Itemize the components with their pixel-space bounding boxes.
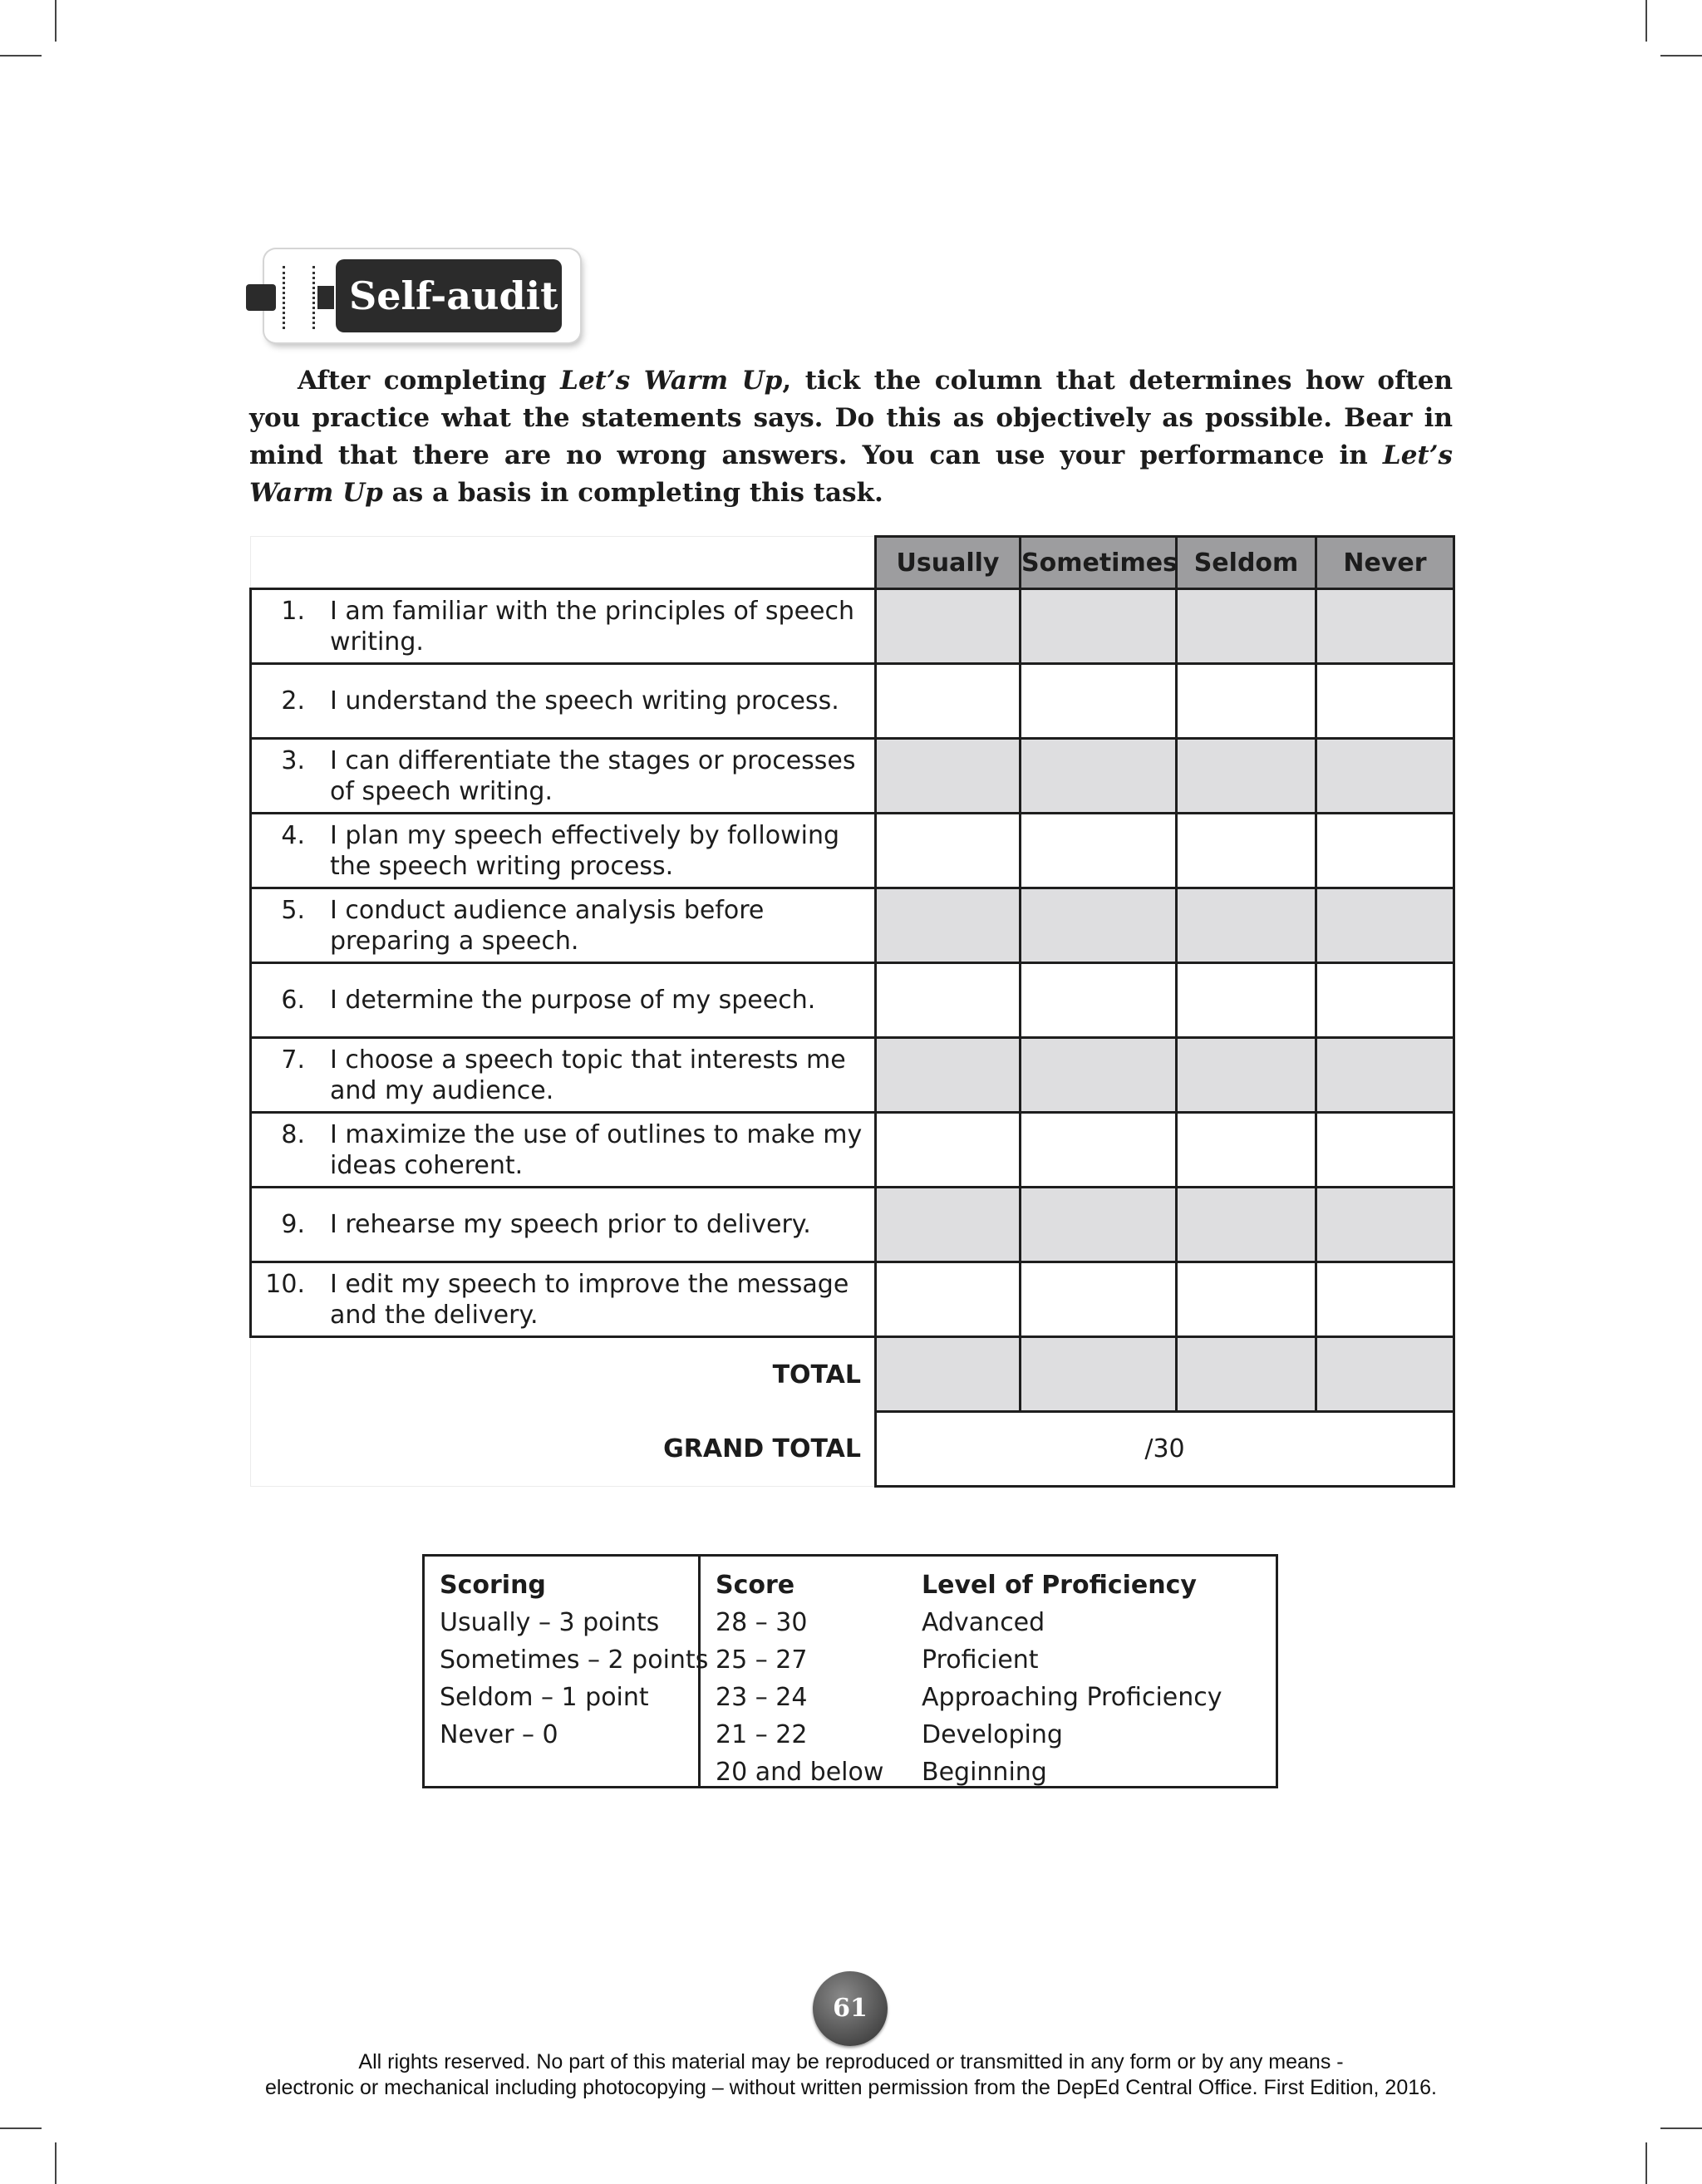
tick-cell-sometimes[interactable] <box>1021 589 1177 664</box>
statement-number: 2. <box>281 686 305 716</box>
tick-cell-sometimes[interactable] <box>1021 1188 1177 1262</box>
proficiency-level: Proficient <box>922 1645 1039 1675</box>
statement <box>252 742 874 810</box>
total-usually-cell[interactable] <box>876 1337 1021 1412</box>
statement-row <box>251 1113 1454 1188</box>
intro-text: After completing <box>298 366 561 396</box>
statement-row <box>251 1188 1454 1262</box>
tick-cell-usually[interactable] <box>876 814 1021 888</box>
tick-cell-usually[interactable] <box>876 1188 1021 1262</box>
score-range: 25 – 27 <box>716 1645 808 1675</box>
section-badge <box>264 249 580 342</box>
section-title: Self-audit <box>336 259 562 332</box>
scoring-table <box>422 1554 1278 1788</box>
tick-cell-seldom[interactable] <box>1177 1188 1316 1262</box>
instructions-paragraph <box>249 362 1453 512</box>
tick-cell-never[interactable] <box>1316 888 1454 963</box>
statement-text: I edit my speech to improve the message and the delivery. <box>330 1269 849 1330</box>
statement-cell <box>251 664 876 739</box>
score-range: 21 – 22 <box>716 1720 808 1749</box>
statement-text: I conduct audience analysis before preparing a speech. <box>330 895 765 956</box>
statement-text: I plan my speech effectively by following the speech writing process. <box>330 820 840 881</box>
tick-cell-seldom[interactable] <box>1177 739 1316 814</box>
statement-text: I understand the speech writing process. <box>330 686 839 716</box>
scoring-item: Sometimes – 2 points <box>440 1645 709 1675</box>
statement-cell <box>251 888 876 963</box>
crop-mark <box>1645 0 1647 42</box>
grand-total-cell[interactable]: /30 <box>876 1412 1454 1487</box>
footer-line: electronic or mechanical including photocopying – without written permission from the DepEd Central Office. First Edition, 2016. <box>265 2076 1437 2099</box>
page-number: 61 <box>833 1994 868 2023</box>
badge-tab <box>246 284 276 311</box>
statement-row <box>251 1038 1454 1113</box>
statement-number: 1. <box>281 596 305 626</box>
statement <box>252 1041 874 1109</box>
statement-text: I maximize the use of outlines to make my ideas coherent. <box>330 1119 863 1180</box>
total-seldom-cell[interactable] <box>1177 1337 1316 1412</box>
total-sometimes-cell[interactable] <box>1021 1337 1177 1412</box>
scoring-item: Never – 0 <box>440 1720 558 1749</box>
tick-cell-seldom[interactable] <box>1177 1113 1316 1188</box>
statement-number: 5. <box>281 895 305 925</box>
tick-cell-never[interactable] <box>1316 664 1454 739</box>
badge-perforation <box>312 266 315 329</box>
statement <box>252 1206 874 1243</box>
statement-number: 4. <box>281 820 305 850</box>
tick-cell-never[interactable] <box>1316 739 1454 814</box>
score-range: 20 and below <box>716 1758 884 1787</box>
page-number-badge <box>813 1971 888 2046</box>
tick-cell-seldom[interactable] <box>1177 1262 1316 1337</box>
statement-number: 9. <box>281 1210 305 1239</box>
tick-cell-usually[interactable] <box>876 1038 1021 1113</box>
score-range: 23 – 24 <box>716 1683 808 1712</box>
scoring-column <box>425 1557 709 1786</box>
total-label: TOTAL <box>251 1337 876 1412</box>
statement-row <box>251 1262 1454 1337</box>
tick-cell-never[interactable] <box>1316 1262 1454 1337</box>
statement-row <box>251 888 1454 963</box>
tick-cell-sometimes[interactable] <box>1021 1262 1177 1337</box>
statement <box>252 981 874 1019</box>
tick-cell-sometimes[interactable] <box>1021 963 1177 1038</box>
intro-emphasis: Let’s Warm Up <box>560 366 783 396</box>
tick-cell-seldom[interactable] <box>1177 664 1316 739</box>
badge-perforation <box>283 266 285 329</box>
tick-cell-usually[interactable] <box>876 589 1021 664</box>
statement <box>252 817 874 885</box>
tick-cell-never[interactable] <box>1316 589 1454 664</box>
crop-mark <box>1660 55 1702 57</box>
statement-text: I rehearse my speech prior to delivery. <box>330 1210 811 1239</box>
badge-connector <box>317 286 334 309</box>
proficiency-level: Developing <box>922 1720 1063 1749</box>
statement-row <box>251 814 1454 888</box>
intro-text: as a basis in completing this task. <box>382 478 883 508</box>
proficiency-level: Beginning <box>922 1758 1047 1787</box>
score-column <box>716 1567 915 1791</box>
score-header: Score <box>716 1571 795 1600</box>
score-range: 28 – 30 <box>716 1608 808 1637</box>
tick-cell-sometimes[interactable] <box>1021 664 1177 739</box>
self-audit-table <box>249 535 1455 1488</box>
statement <box>252 593 874 661</box>
tick-cell-never[interactable] <box>1316 1113 1454 1188</box>
header-seldom: Seldom <box>1177 537 1316 589</box>
statement-cell <box>251 1188 876 1262</box>
statement-cell <box>251 963 876 1038</box>
statement-number: 8. <box>281 1119 305 1149</box>
proficiency-column <box>922 1567 1271 1791</box>
tick-cell-usually[interactable] <box>876 1262 1021 1337</box>
grand-total-row <box>251 1412 1454 1487</box>
intro-emphasis: Let’s Warm Up <box>249 440 1453 508</box>
statement-cell <box>251 1038 876 1113</box>
crop-mark <box>0 2127 42 2129</box>
tick-cell-sometimes[interactable] <box>1021 739 1177 814</box>
total-never-cell[interactable] <box>1316 1337 1454 1412</box>
statement-row <box>251 589 1454 664</box>
tick-cell-seldom[interactable] <box>1177 888 1316 963</box>
statement-text: I can differentiate the stages or processes of speech writing. <box>330 745 856 806</box>
statement <box>252 892 874 960</box>
proficiency-level: Advanced <box>922 1608 1045 1637</box>
crop-mark <box>55 0 57 42</box>
tick-cell-never[interactable] <box>1316 814 1454 888</box>
tick-cell-seldom[interactable] <box>1177 589 1316 664</box>
statement <box>252 1116 874 1184</box>
tick-cell-usually[interactable] <box>876 1113 1021 1188</box>
scoring-item: Usually – 3 points <box>440 1608 660 1637</box>
tick-cell-never[interactable] <box>1316 1038 1454 1113</box>
tick-cell-sometimes[interactable] <box>1021 1038 1177 1113</box>
tick-cell-sometimes[interactable] <box>1021 888 1177 963</box>
proficiency-header: Level of Proficiency <box>922 1571 1197 1600</box>
statement-row <box>251 963 1454 1038</box>
tick-cell-usually[interactable] <box>876 888 1021 963</box>
statement-number: 10. <box>265 1269 305 1299</box>
intro-text: , tick the column that determines how often you practice what the statements says. Do this as objectively as possible. Bear in mind that there are no wrong answers. You can use your performance in <box>249 366 1453 470</box>
header-never: Never <box>1316 537 1454 589</box>
statement-text: I choose a speech topic that interests me and my audience. <box>330 1045 846 1105</box>
scoring-item: Seldom – 1 point <box>440 1683 649 1712</box>
statement-number: 7. <box>281 1045 305 1075</box>
crop-mark <box>0 55 42 57</box>
statement <box>252 1266 874 1334</box>
proficiency-level: Approaching Proficiency <box>922 1683 1222 1712</box>
tick-cell-usually[interactable] <box>876 739 1021 814</box>
tick-cell-seldom[interactable] <box>1177 963 1316 1038</box>
header-sometimes: Sometimes <box>1021 537 1177 589</box>
statement-cell <box>251 1262 876 1337</box>
scoring-header: Scoring <box>440 1571 546 1600</box>
statement-cell <box>251 814 876 888</box>
tick-cell-never[interactable] <box>1316 1188 1454 1262</box>
crop-mark <box>1660 2127 1702 2129</box>
total-row <box>251 1337 1454 1412</box>
statement-row <box>251 664 1454 739</box>
tick-cell-usually[interactable] <box>876 963 1021 1038</box>
tick-cell-usually[interactable] <box>876 664 1021 739</box>
tick-cell-never[interactable] <box>1316 963 1454 1038</box>
tick-cell-seldom[interactable] <box>1177 1038 1316 1113</box>
statement-cell <box>251 589 876 664</box>
statement-number: 3. <box>281 745 305 775</box>
header-blank <box>251 537 876 589</box>
grand-total-label: GRAND TOTAL <box>251 1412 876 1487</box>
crop-mark <box>55 2142 57 2184</box>
statement-row <box>251 739 1454 814</box>
tick-cell-sometimes[interactable] <box>1021 1113 1177 1188</box>
statement-cell <box>251 1113 876 1188</box>
statement-number: 6. <box>281 986 305 1015</box>
header-row <box>251 537 1454 589</box>
statement-text: I am familiar with the principles of speech writing. <box>330 596 855 657</box>
header-usually: Usually <box>876 537 1021 589</box>
footer-line: All rights reserved. No part of this material may be reproduced or transmitted in any form or by any means - <box>358 2050 1344 2073</box>
crop-mark <box>1645 2142 1647 2184</box>
statement <box>252 682 874 720</box>
tick-cell-sometimes[interactable] <box>1021 814 1177 888</box>
tick-cell-seldom[interactable] <box>1177 814 1316 888</box>
copyright-footer <box>166 2049 1536 2101</box>
statement-cell <box>251 739 876 814</box>
statement-text: I determine the purpose of my speech. <box>330 986 816 1015</box>
